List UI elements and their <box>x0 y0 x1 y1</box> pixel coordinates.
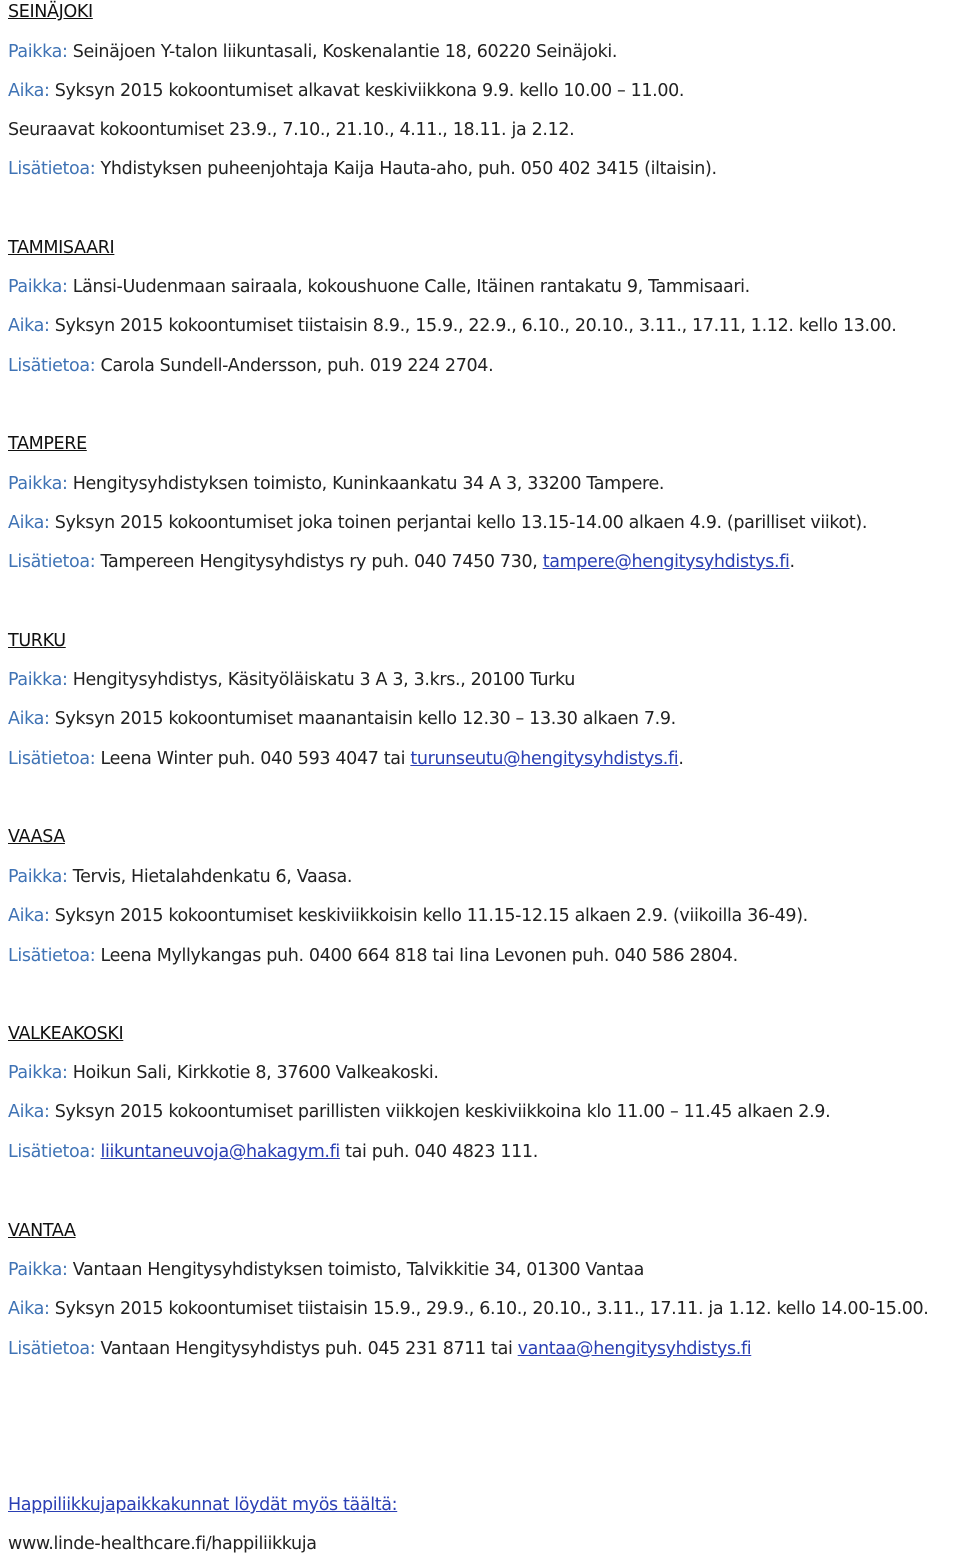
vaasa-paikka-text: Tervis, Hietalahdenkatu 6, Vaasa. <box>72 867 353 887</box>
aika-label: Aika: <box>8 1102 50 1122</box>
seinajoki-paikka-text: Seinäjoen Y-talon liikuntasali, Koskenalantie 18, 60220 Seinäjoki. <box>72 42 618 62</box>
lisatietoa-label: Lisätietoa: <box>8 552 96 572</box>
valkeakoski-lisatietoa <box>8 1140 538 1164</box>
turku-lisatietoa <box>8 747 684 771</box>
lisatietoa-label: Lisätietoa: <box>8 1142 96 1162</box>
section-title-valkeakoski: VALKEAKOSKI <box>8 1024 124 1044</box>
paikka-label: Paikka: <box>8 670 68 690</box>
lisatietoa-label: Lisätietoa: <box>8 1339 96 1359</box>
aika-label: Aika: <box>8 513 50 533</box>
valkeakoski-paikka-text: Hoikun Sali, Kirkkotie 8, 37600 Valkeakoski. <box>72 1063 439 1083</box>
paikka-label: Paikka: <box>8 474 68 494</box>
section-title-vaasa: VAASA <box>8 827 65 847</box>
vaasa-paikka <box>8 865 352 889</box>
seinajoki-paikka <box>8 40 617 64</box>
tampere-lisatietoa <box>8 550 795 574</box>
section-title-seinajoki: SEINÄJOKI <box>8 2 93 22</box>
section-title-turku: TURKU <box>8 631 66 651</box>
vantaa-lisatietoa <box>8 1337 751 1361</box>
footer-heading: Happiliikkujapaikkakunnat löydät myös täältä: <box>8 1495 398 1515</box>
vantaa-aika-text: Syksyn 2015 kokoontumiset tiistaisin 15.9., 29.9., 6.10., 20.10., 3.11., 17.11. ja 1.12. kello 14.00-15.00. <box>54 1299 929 1319</box>
tampere-aika <box>8 511 867 535</box>
aika-label: Aika: <box>8 1299 50 1319</box>
tampere-lisatietoa-end: . <box>789 552 795 572</box>
paikka-label: Paikka: <box>8 277 68 297</box>
valkeakoski-lisatietoa-text: tai puh. 040 4823 111. <box>339 1142 538 1162</box>
vaasa-lisatietoa <box>8 944 738 968</box>
vantaa-paikka <box>8 1258 644 1282</box>
vaasa-lisatietoa-text: Leena Myllykangas puh. 0400 664 818 tai Iina Levonen puh. 040 586 2804. <box>100 946 738 966</box>
valkeakoski-aika-text: Syksyn 2015 kokoontumiset parillisten viikkojen keskiviikkoina klo 11.00 – 11.45 alkaen 2.9. <box>54 1102 831 1122</box>
section-title-tammisaari: TAMMISAARI <box>8 238 115 258</box>
vaasa-aika <box>8 904 808 928</box>
aika-label: Aika: <box>8 81 50 101</box>
tammisaari-aika-text: Syksyn 2015 kokoontumiset tiistaisin 8.9., 15.9., 22.9., 6.10., 20.10., 3.11., 17.11, 1.12. kello 13.00. <box>49 316 897 336</box>
tampere-aika-text: Syksyn 2015 kokoontumiset joka toinen perjantai kello 13.15-14.00 alkaen 4.9. (parilliset viikot). <box>54 513 868 533</box>
tammisaari-lisatietoa-text: Carola Sundell-Andersson, puh. 019 224 2704. <box>100 356 494 376</box>
tammisaari-aika <box>8 314 897 338</box>
seinajoki-aika <box>8 79 684 103</box>
tammisaari-lisatietoa <box>8 354 493 378</box>
paikka-label: Paikka: <box>8 1260 68 1280</box>
seinajoki-aika-cont: Seuraavat kokoontumiset 23.9., 7.10., 21.10., 4.11., 18.11. ja 2.12. <box>8 120 575 140</box>
seinajoki-aika-text: Syksyn 2015 kokoontumiset alkavat keskiviikkona 9.9. kello 10.00 – 11.00. <box>54 81 685 101</box>
turku-email-link[interactable]: turunseutu@hengitysyhdistys.fi <box>410 749 679 769</box>
tammisaari-paikka <box>8 275 750 299</box>
turku-paikka <box>8 668 575 692</box>
turku-lisatietoa-end: . <box>678 749 684 769</box>
turku-paikka-text: Hengitysyhdistys, Käsityöläiskatu 3 A 3, 3.krs., 20100 Turku <box>72 670 576 690</box>
paikka-label: Paikka: <box>8 867 68 887</box>
vaasa-aika-text: Syksyn 2015 kokoontumiset keskiviikkoisin kello 11.15-12.15 alkaen 2.9. (viikoilla 36-49). <box>54 906 808 926</box>
turku-lisatietoa-text: Leena Winter puh. 040 593 4047 tai <box>100 749 411 769</box>
lisatietoa-label: Lisätietoa: <box>8 946 96 966</box>
tampere-paikka-text: Hengitysyhdistyksen toimisto, Kuninkaankatu 34 A 3, 33200 Tampere. <box>72 474 665 494</box>
section-title-tampere: TAMPERE <box>8 434 87 454</box>
vantaa-paikka-text: Vantaan Hengitysyhdistyksen toimisto, Talvikkitie 34, 01300 Vantaa <box>72 1260 645 1280</box>
lisatietoa-label: Lisätietoa: <box>8 749 96 769</box>
seinajoki-lisatietoa <box>8 157 717 181</box>
paikka-label: Paikka: <box>8 1063 68 1083</box>
vantaa-aika <box>8 1297 929 1321</box>
tampere-paikka <box>8 472 664 496</box>
section-title-vantaa: VANTAA <box>8 1221 76 1241</box>
footer-url: www.linde-healthcare.fi/happiliikkuja <box>8 1534 317 1554</box>
turku-aika-text: Syksyn 2015 kokoontumiset maanantaisin kello 12.30 – 13.30 alkaen 7.9. <box>54 709 676 729</box>
valkeakoski-email-link[interactable]: liikuntaneuvoja@hakagym.fi <box>100 1142 340 1162</box>
vantaa-email-link[interactable]: vantaa@hengitysyhdistys.fi <box>517 1339 752 1359</box>
lisatietoa-label: Lisätietoa: <box>8 356 96 376</box>
turku-aika <box>8 707 676 731</box>
aika-label: Aika: <box>8 709 50 729</box>
tampere-email-link[interactable]: tampere@hengitysyhdistys.fi <box>542 552 790 572</box>
lisatietoa-label: Lisätietoa: <box>8 159 96 179</box>
vantaa-lisatietoa-text: Vantaan Hengitysyhdistys puh. 045 231 8711 tai <box>100 1339 518 1359</box>
valkeakoski-paikka <box>8 1061 439 1085</box>
seinajoki-lisatietoa-text: Yhdistyksen puheenjohtaja Kaija Hauta-aho, puh. 050 402 3415 (iltaisin). <box>100 159 717 179</box>
paikka-label: Paikka: <box>8 42 68 62</box>
valkeakoski-aika <box>8 1100 830 1124</box>
tammisaari-paikka-text: Länsi-Uudenmaan sairaala, kokoushuone Calle, Itäinen rantakatu 9, Tammisaari. <box>72 277 750 297</box>
tampere-lisatietoa-text: Tampereen Hengitysyhdistys ry puh. 040 7450 730, <box>100 552 543 572</box>
aika-label: Aika: <box>8 316 50 336</box>
aika-label: Aika: <box>8 906 50 926</box>
